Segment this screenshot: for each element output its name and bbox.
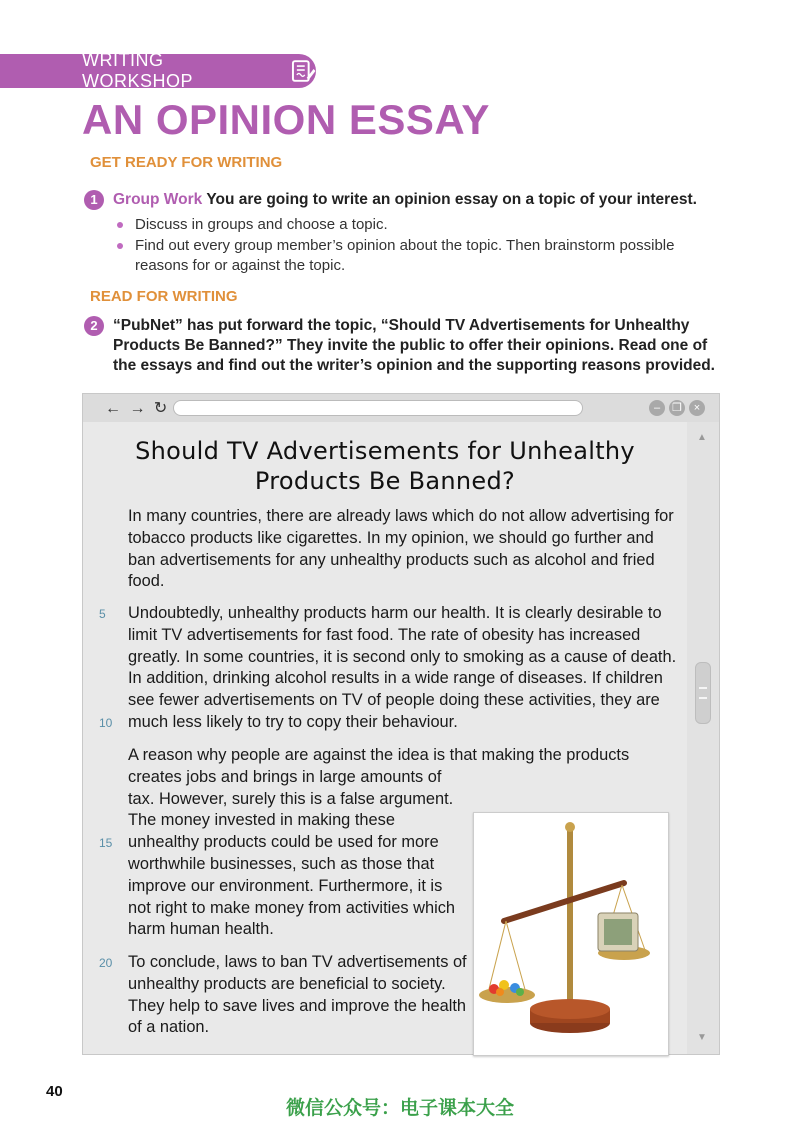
- task-label: Group Work: [113, 191, 203, 208]
- close-icon[interactable]: ×: [689, 400, 705, 416]
- task-1-text: You are going to write an opinion essay on a topic of your interest.: [206, 191, 697, 208]
- essay-paragraph-4: To conclude, laws to ban TV advertisements of unhealthy products are beneficial to society. They help to save lives and improve the health of a nation.: [128, 953, 467, 1037]
- essay-paragraph-1: In many countries, there are already laws which do not allow advertising for tobacco products like cigarettes. In my opinion, we should go further and ban advertisements for any unhealthy products such as alcohol and fried food.: [128, 507, 674, 591]
- task-2-text: “PubNet” has put forward the topic, “Should TV Advertisements for Unhealthy Products Be Banned?” They invite the public to offer their opinions. Read one of the essays and find out the writer’s opinion and the supporting reasons provided.: [113, 317, 715, 374]
- page-number: 40: [46, 1083, 63, 1100]
- task-1-bullets: [112, 215, 712, 277]
- back-arrow-icon[interactable]: ←: [105, 400, 123, 417]
- minimize-icon[interactable]: –: [649, 400, 665, 416]
- section-banner: [0, 50, 316, 91]
- browser-toolbar: [83, 394, 719, 422]
- scrollbar[interactable]: [687, 422, 719, 1054]
- browser-content: [83, 422, 687, 1054]
- essay-paragraph-3-first-line: A reason why people are against the idea is that making the products: [128, 746, 630, 764]
- line-number: 10: [99, 716, 113, 730]
- essay-title-line-2: Products Be Banned?: [254, 467, 516, 495]
- scroll-up-icon[interactable]: ▲: [697, 432, 707, 443]
- list-item: Discuss in groups and choose a topic.: [112, 215, 712, 235]
- line-number: 20: [99, 956, 113, 970]
- essay-title: [83, 436, 687, 496]
- task-number-1: 1: [84, 190, 104, 210]
- task-1: [84, 190, 724, 210]
- balance-scale-icon: [474, 813, 668, 1055]
- browser-window: [82, 393, 720, 1055]
- essay-paragraph-2: Undoubtedly, unhealthy products harm our health. It is clearly desirable to limit TV advertisements for fast food. The rate of obesity has increased greatly. In some countries, it is second only to smoking as a cause of death. In addition, drinking alcohol results in a wide range of diseases. If children see fewer advertisements on TV of people doing these activities, they are much less likely to try to copy their behaviour.: [128, 604, 677, 731]
- address-bar[interactable]: [173, 400, 583, 416]
- browser-nav: [105, 398, 169, 418]
- refresh-icon[interactable]: ↻: [153, 400, 170, 417]
- list-item: Find out every group member’s opinion about the topic. Then brainstorm possible reasons for or against the topic.: [112, 236, 712, 276]
- task-number-2: 2: [84, 316, 104, 336]
- essay-title-line-1: Should TV Advertisements for Unhealthy: [135, 437, 635, 465]
- get-ready-heading: GET READY FOR WRITING: [90, 154, 283, 171]
- banner-label: WRITING WORKSHOP: [82, 50, 194, 91]
- writing-pad-icon: [290, 58, 316, 84]
- footer-note: 微信公众号：电子课本大全: [285, 1098, 514, 1119]
- line-number: 5: [99, 607, 106, 621]
- task-2: [84, 316, 724, 376]
- grip-icon: [699, 687, 707, 699]
- forward-arrow-icon[interactable]: →: [129, 400, 148, 417]
- scroll-down-icon[interactable]: ▼: [697, 1032, 707, 1043]
- maximize-icon[interactable]: ❐: [669, 400, 685, 416]
- balance-scale-image: [473, 812, 669, 1056]
- scroll-thumb[interactable]: [695, 662, 711, 724]
- read-for-writing-heading: READ FOR WRITING: [90, 288, 238, 305]
- line-number: 15: [99, 836, 113, 850]
- essay-paragraph-3-rest: creates jobs and brings in large amounts of tax. However, surely this is a false argument. The money invested in making these unhealthy products could be used for more worthwhile businesses, such as those that improve our environment. Furthermore, it is not right to make money from activities which harm human health.: [128, 767, 456, 939]
- page-title: AN OPINION ESSAY: [82, 96, 490, 143]
